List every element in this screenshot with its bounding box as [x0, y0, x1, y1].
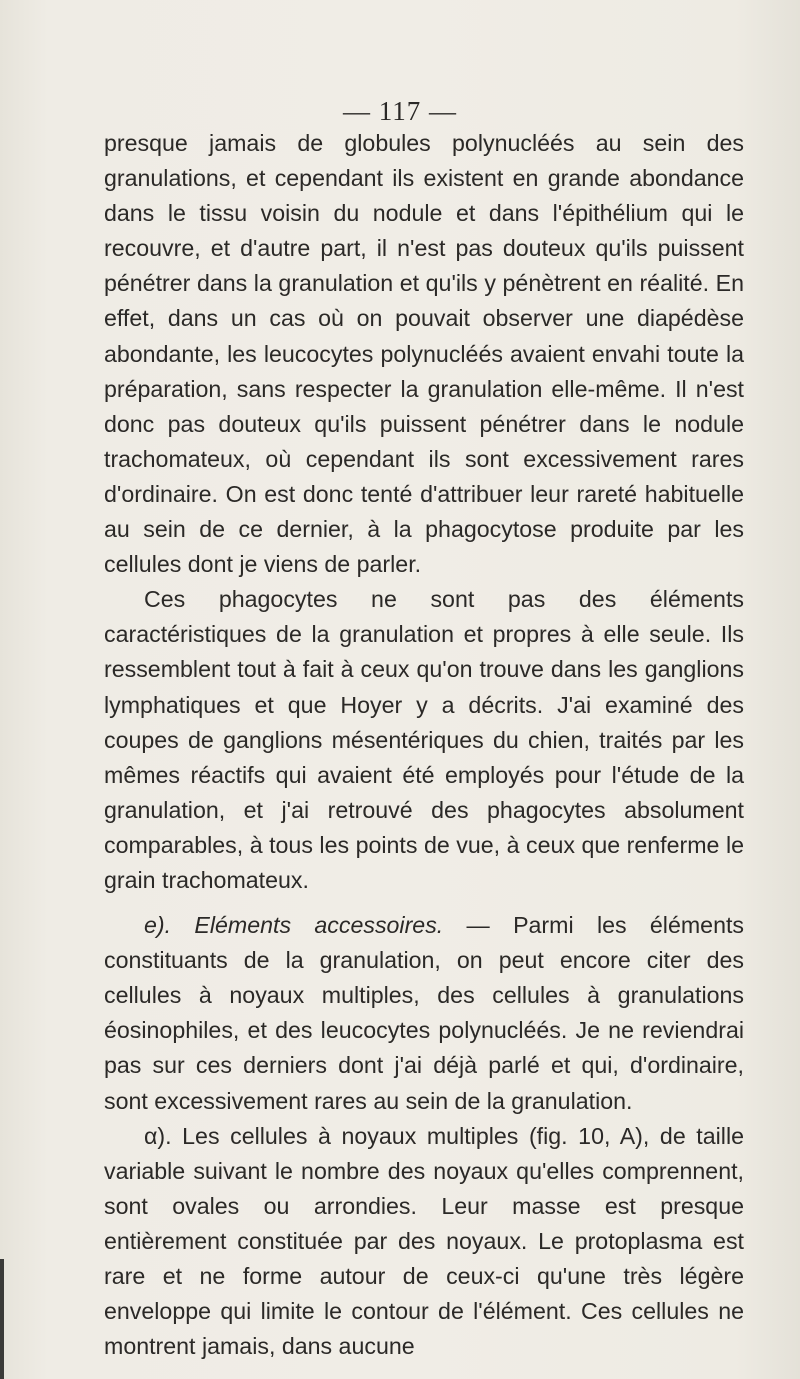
paragraph-continuation: presque jamais de globules polynucléés au sein des granulations, et cependant ils existent en grande abondance dans le tissu voisin du nodule et dans l'épithélium qui le recouvre, et d'autre part, il n'est pas douteux qu'ils puissent pénétrer dans la granulation et qu'ils y pénètrent en réalité. En effet, dans un cas où on pouvait observer une diapédèse abondante, les leucocytes polynucléés avaient envahi toute la préparation, sans respecter la granulation elle-même. Il n'est donc pas douteux qu'ils puissent pénétrer dans le nodule trachomateux, où cependant ils sont excessivement rares d'ordinaire. On est donc tenté d'attribuer leur rareté habituelle au sein de ce dernier, à la phagocytose produite par les cellules dont je viens de parler.	[104, 130, 744, 578]
page-number: — 117 —	[343, 96, 457, 126]
body-text	[104, 126, 744, 1364]
section-text: — Parmi les éléments constituants de la granulation, on peut encore citer des cellules à noyaux multiples, des cellules à granulations éosinophiles, et des leucocytes polynucléés. Je ne reviendrai pas sur ces derniers dont j'ai déjà parlé et qui, d'ordinaire, sont excessivement rares au sein de la granulation.	[104, 912, 744, 1114]
page-edge-shadow	[0, 1259, 4, 1379]
paragraph-phagocytes: Ces phagocytes ne sont pas des éléments caractéristiques de la granulation et propres à elle seule. Ils ressemblent tout à fait à ceux qu'on trouve dans les ganglions lymphatiques et que Hoyer y a décrits. J'ai examiné des coupes de ganglions mésentériques du chien, traités par les mêmes réactifs qui avaient été employés pour l'étude de la granulation, et j'ai retrouvé des phagocytes absolument comparables, à tous les points de vue, à ceux que renferme le grain trachomateux.	[104, 586, 744, 893]
section-heading: e). Eléments accessoires.	[144, 912, 444, 939]
paragraph-accessory-elements	[104, 908, 744, 1119]
paragraph-multinucleated-cells: α). Les cellules à noyaux multiples (fig. 10, A), de taille variable suivant le nombre des noyaux qu'elles comprennent, sont ovales ou arrondies. Leur masse est presque entièrement constituée par des noyaux. Le protoplasma est rare et ne forme autour de ceux-ci qu'une très légère enveloppe qui limite le contour de l'élément. Ces cellules ne montrent jamais, dans aucune	[104, 1122, 744, 1360]
